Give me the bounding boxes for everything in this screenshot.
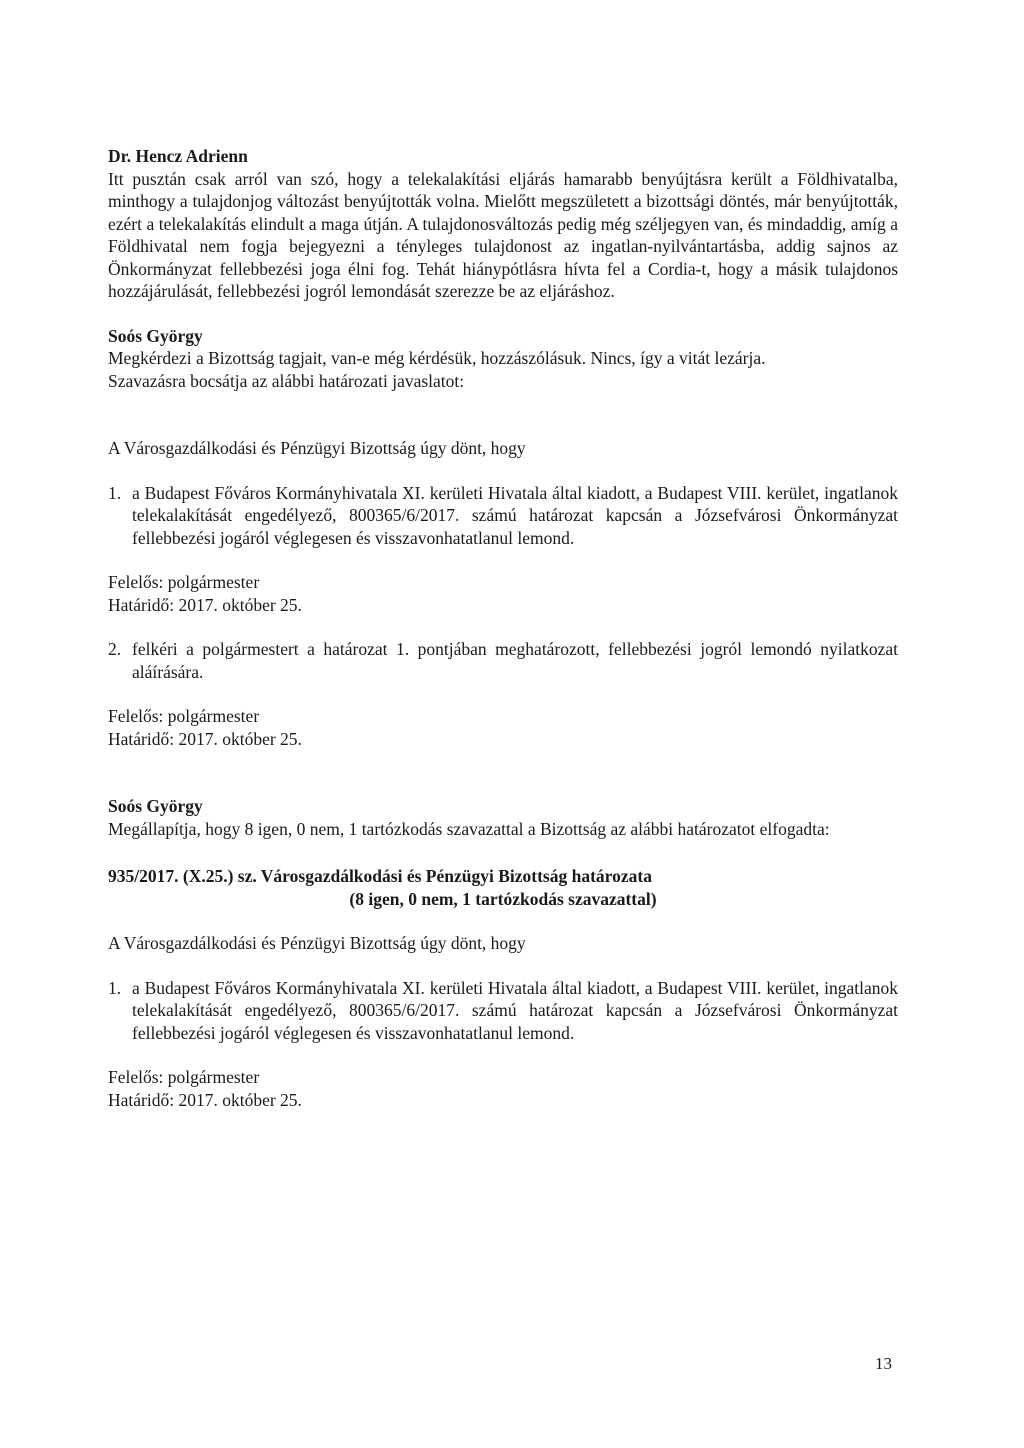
proposal-intro: A Városgazdálkodási és Pénzügyi Bizottság úgy dönt, hogy xyxy=(108,438,526,458)
speaker-name: Dr. Hencz Adrienn xyxy=(108,146,248,166)
speaker-name: Soós György xyxy=(108,325,203,346)
responsible-line: Felelős: polgármester xyxy=(108,572,260,592)
responsible-line: Felelős: polgármester xyxy=(108,706,260,726)
document-page xyxy=(108,145,898,1111)
item-text: a Budapest Főváros Kormányhivatala XI. kerületi Hivatala által kiadott, a Budapest VIII. kerület, ingatlanok telekalakítását engedélyező, 800365/6/2017. számú határozat kapcsán a Józsefvárosi Önkormányzat fellebbezési jogáról véglegesen és visszavonhatatlanul lemond. xyxy=(132,977,898,1043)
item-number: 1. xyxy=(108,977,122,998)
deadline-line: Határidő: 2017. október 25. xyxy=(108,1089,302,1110)
item-text: a Budapest Főváros Kormányhivatala XI. kerületi Hivatala által kiadott, a Budapest VIII. kerület, ingatlanok telekalakítását engedélyező, 800365/6/2017. számú határozat kapcsán a Józsefvárosi Önkormányzat fellebbezési jogáról véglegesen és visszavonhatatlanul lemond. xyxy=(132,482,898,548)
speaker-name: Soós György xyxy=(108,796,203,816)
speech-paragraph: Itt pusztán csak arról van szó, hogy a telekalakítási eljárás hamarabb benyújtásra került a Földhivatalba, minthogy a tulajdonjog változást benyújtották volna. Mielőtt megszületett a bizottsági döntés, már benyújtották, ezért a telekalakítás elindult a maga útján. A tulajdonosváltozás pedig még széljegyen van, és mindaddig, amíg a Földhivatal nem fogja bejegyezni a tényleges tulajdonost az ingatlan-nyilvántartásba, addig sajnos az Önkormányzat fellebbezési joga élni fog. Tehát hiánypótlásra hívta fel a Cordia-t, hogy a másik tulajdonos hozzájárulását, fellebbezési jogról lemondását szerezze be az eljáráshoz. xyxy=(108,168,898,301)
item-number: 2. xyxy=(108,639,122,659)
deadline-line: Határidő: 2017. október 25. xyxy=(108,594,302,615)
item-text: felkéri a polgármestert a határozat 1. pontjában meghatározott, fellebbezési jogról lemondó nyilatkozat aláírására. xyxy=(132,639,898,682)
responsible-line: Felelős: polgármester xyxy=(108,1067,260,1087)
page-number: 13 xyxy=(875,1354,892,1373)
speech-paragraph: Megállapítja, hogy 8 igen, 0 nem, 1 tartózkodás szavazattal a Bizottság az alábbi határozatot elfogadta: xyxy=(108,818,830,839)
resolution-item xyxy=(108,977,898,1045)
resolution-vote: (8 igen, 0 nem, 1 tartózkodás szavazattal) xyxy=(349,888,657,909)
proposal-item xyxy=(108,638,898,683)
resolution-intro: A Városgazdálkodási és Pénzügyi Bizottság úgy dönt, hogy xyxy=(108,933,526,953)
speech-line: Szavazásra bocsátja az alábbi határozati javaslatot: xyxy=(108,370,465,391)
proposal-item xyxy=(108,482,898,550)
resolution-title: 935/2017. (X.25.) sz. Városgazdálkodási és Pénzügyi Bizottság határozata xyxy=(108,866,652,886)
speech-line: Megkérdezi a Bizottság tagjait, van-e még kérdésük, hozzászólásuk. Nincs, így a vitát lezárja. xyxy=(108,348,766,368)
item-number: 1. xyxy=(108,482,122,503)
deadline-line: Határidő: 2017. október 25. xyxy=(108,728,302,749)
